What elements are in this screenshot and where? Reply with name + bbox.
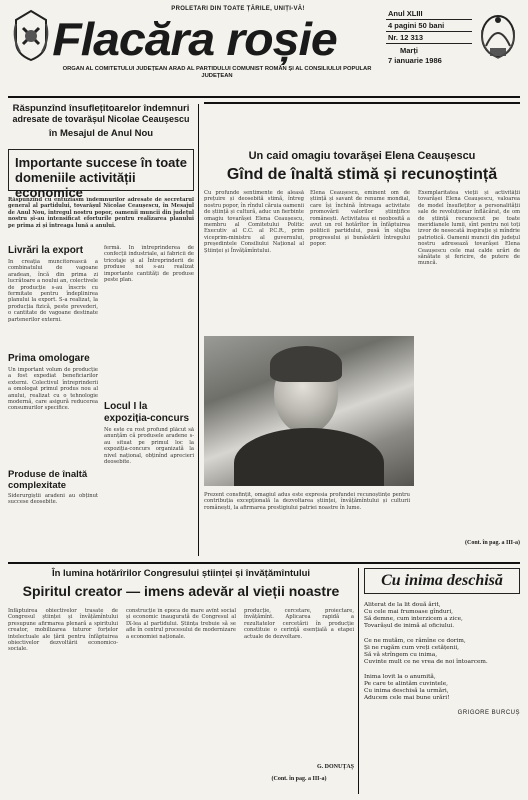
section-title-omologare: Prima omologare xyxy=(8,353,90,364)
weekday-label: Marți xyxy=(400,46,418,55)
masthead-divider xyxy=(8,96,520,98)
poem-line: Tovarășul de inimă al oficiului. xyxy=(364,623,455,629)
section-text-omologare: Un important volum de producție a fost expediat beneficiarilor externi. Colectivul întreprinderii a omologat primul produs nou al anului, realizat cu o tehnologie modernă, care asigură reducerea consumurilor specifice. xyxy=(8,367,98,412)
poem-stanza-3 xyxy=(364,674,520,702)
column-divider xyxy=(198,104,199,556)
issue-number: Nr. 12 313 xyxy=(386,32,472,44)
main-top-rule xyxy=(204,102,520,104)
left-sub-col-1 xyxy=(8,245,98,560)
masthead-slogan: PROLETARI DIN TOATE ȚĂRILE, UNIȚI-VĂ! xyxy=(171,6,305,12)
poem-line: Cu inima deschisă la urmări, xyxy=(364,688,449,694)
poem-stanza-1 xyxy=(364,602,520,630)
left-kicker-3: în Mesajul de Anul Nou xyxy=(48,128,154,139)
bottom-headline: Spiritul creator — imens adevăr al vieții noastre xyxy=(22,583,340,599)
left-kicker: Răspunzînd însuflețitoarelor îndemnuri xyxy=(12,103,190,114)
poem-line: Cu cele mai frumoase gînduri, xyxy=(364,609,454,615)
main-article xyxy=(204,100,520,560)
poem-title-box xyxy=(364,568,520,594)
main-headline: Gînd de înaltă stimă și recunoștință xyxy=(226,166,498,183)
main-col-1b: Prezent consfințit, omagiul adus este expresia profundei recunoștințe pentru contribuția excepțională la dezvoltarea științei, învățămîntului și culturii românești, la afirmarea prestigiului patriei noastre în lume. xyxy=(204,492,410,511)
poem-line: Să demne, cum interzicem a zice, xyxy=(364,616,463,622)
poem-line: Să vă strîngem cu inima, xyxy=(364,652,438,658)
poem-line: Și ne rugăm cum vreți cetățenii, xyxy=(364,645,460,651)
left-col2-text: fermă. În întreprinderea de confecții industriale, ai fabricii de tricotaje și al Întreprinderii de produse noi s-au realizat importante cantități de produse peste plan. xyxy=(104,245,194,284)
main-col-3: Exemplaritatea vieții și activității tovarășei Elena Ceaușescu, valoarea de model însuflețitor a personalității sale de revoluționar înflăcărat, de om de știință recunoscut pe toate meridianele lumii, sînt pentru noi toți izvor de nesecată inspirație și mîndrie patriotică. Oamenii muncii din județul nostru adresează tovarășei Elena Ceaușescu cele mai calde urări de sănătate și fericire, de putere de muncă. xyxy=(418,190,520,267)
poem-block xyxy=(364,568,520,794)
poem-line: Cuvinte mult ce ne vrea de noi întoarcem. xyxy=(364,659,488,665)
issue-info xyxy=(386,8,472,100)
bottom-divider xyxy=(8,562,520,564)
section-title-export: Livrări la export xyxy=(8,245,84,256)
main-kicker: Un caid omagiu tovarășei Elena Ceaușescu xyxy=(248,150,476,162)
main-col-1: Cu profunde sentimente de aleasă prețuire și deosebită stimă, întreg nostru popor, în rîndul căruia oamenii de știință și cultură, aduc un fierbinte omagiu tovarășei Elena Ceaușescu, membru al Comitetului Politic Executiv al C.C. al P.C.R., prim viceprim-ministru al guvernului, președintele Consiliului Național al Științei și Învățămîntului. xyxy=(204,190,304,254)
portrait-hair xyxy=(270,346,342,382)
bottom-author: G. DONUȚAȘ xyxy=(316,764,354,770)
poem-author: GRIGORE BURCUȘ xyxy=(457,710,520,716)
bottom-article xyxy=(8,568,354,794)
section-text-complex: Siderurgiștii aradeni au obținut succese deosebite. xyxy=(8,493,98,506)
pages-price-label: 4 pagini 50 bani xyxy=(386,20,472,32)
locul-title: Locul I la expoziția-concurs xyxy=(104,401,190,424)
bottom-vertical-divider xyxy=(358,568,359,794)
bottom-col-3: producție, cercetare, proiectare, învățămînt. Aplicarea rapidă a rezultatelor cercetării în producție constituie o cerință esențială a etapei actuale de dezvoltare. xyxy=(244,608,354,640)
locul-text: Ne este cu rost profund plăcut să anunțăm că produsele aradene s-au situat pe primul loc la expoziția-concurs organizată la nivel național, obținînd aprecieri deosebite. xyxy=(104,427,194,466)
portrait-shoulders xyxy=(234,428,384,486)
state-emblem-icon xyxy=(478,10,518,64)
left-column-block xyxy=(8,100,194,560)
left-headline: Importante succese în toate domeniile activității economice xyxy=(15,155,187,200)
poem-line: Aliterat de la lit două ărit, xyxy=(364,602,441,608)
bottom-col-2: construcție în epoca de mare avînt social și economic inaugurată de Congresul al IX-lea al partidului. Știința trebuie să se afle în centrul procesului de modernizare a economiei naționale. xyxy=(126,608,236,640)
newspaper-title: Flacăra roșie xyxy=(52,13,337,65)
party-emblem-icon xyxy=(10,8,52,62)
bottom-continued: (Cont. în pag. a III-a) xyxy=(271,776,327,782)
left-lead: Răspunzînd cu entuziasm îndemnurilor adresate de secretarul general al partidului, tovarășul Nicolae Ceaușescu, în Mesajul de Anul Nou, întregul nostru popor, oamenii muncii din județul nostru și-au intensificat eforturile pentru realizarea planului pe prima zi și întreaga lună a anului. xyxy=(8,197,194,229)
left-sub-col-2 xyxy=(104,245,194,560)
section-title-complex: Produse de înaltă complexitate xyxy=(8,469,88,491)
date-label: 7 ianuarie 1986 xyxy=(388,56,442,65)
poem-title: Cu inima deschisă xyxy=(381,572,503,589)
poem-line: Aducem cele mai bune urări! xyxy=(364,695,450,701)
main-continued: (Cont. în pag. a III-a) xyxy=(464,540,520,546)
masthead xyxy=(8,6,520,102)
main-col-2: Elena Ceaușescu, eminent om de știință și savant de renume mondial, care își închină întreaga activitate promovării valorilor științifice românești. Activitatea ei neobosită a avut un rol hotărîtor în înfăptuirea politicii partidului, pusă în slujba progresului și bunăstării întregului popor. xyxy=(310,190,410,248)
bottom-kicker: În lumina hotărîrilor Congresului științei și învățămîntului xyxy=(51,568,311,579)
year-label: Anul XLIII xyxy=(386,8,472,20)
bottom-col-1: Înfăptuirea obiectivelor trasate de Congresul științei și învățămîntului presupune afirmarea plenară a spiritului creator, mobilizarea tuturor forțelor intelectuale ale țării pentru înfăptuirea obiectivelor dezvoltării economico-sociale. xyxy=(8,608,118,653)
left-kicker-2: adresate de tovarășul Nicolae Ceaușescu xyxy=(12,114,190,124)
poem-stanza-2 xyxy=(364,638,520,666)
section-text-export: În creația muncitorească a combinatului de vagoane aradean, încă din prima zi lucrătoare a noului an, colectivele de producție s-au înscris cu fermitate pentru îndeplinirea planului la export. S-a realizat, la producția fizică, peste prevederi, o cantitate de vagoane destinate partenerilor externi. xyxy=(8,259,98,323)
masthead-subtitle: ORGAN AL COMITETULUI JUDEȚEAN ARAD AL PARTIDULUI COMUNIST ROMÂN ȘI AL CONSILIULUI POPULAR JUDEȚEAN xyxy=(62,66,372,79)
portrait-photo xyxy=(204,336,414,486)
poem-line: Pe care te alintăm cuvintele, xyxy=(364,681,449,687)
left-headline-box xyxy=(8,149,194,200)
poem-line: Inima lovit la o anumită, xyxy=(364,674,436,680)
poem-line: Ce ne mutăm, ce rămîne ce dorim, xyxy=(364,638,466,644)
